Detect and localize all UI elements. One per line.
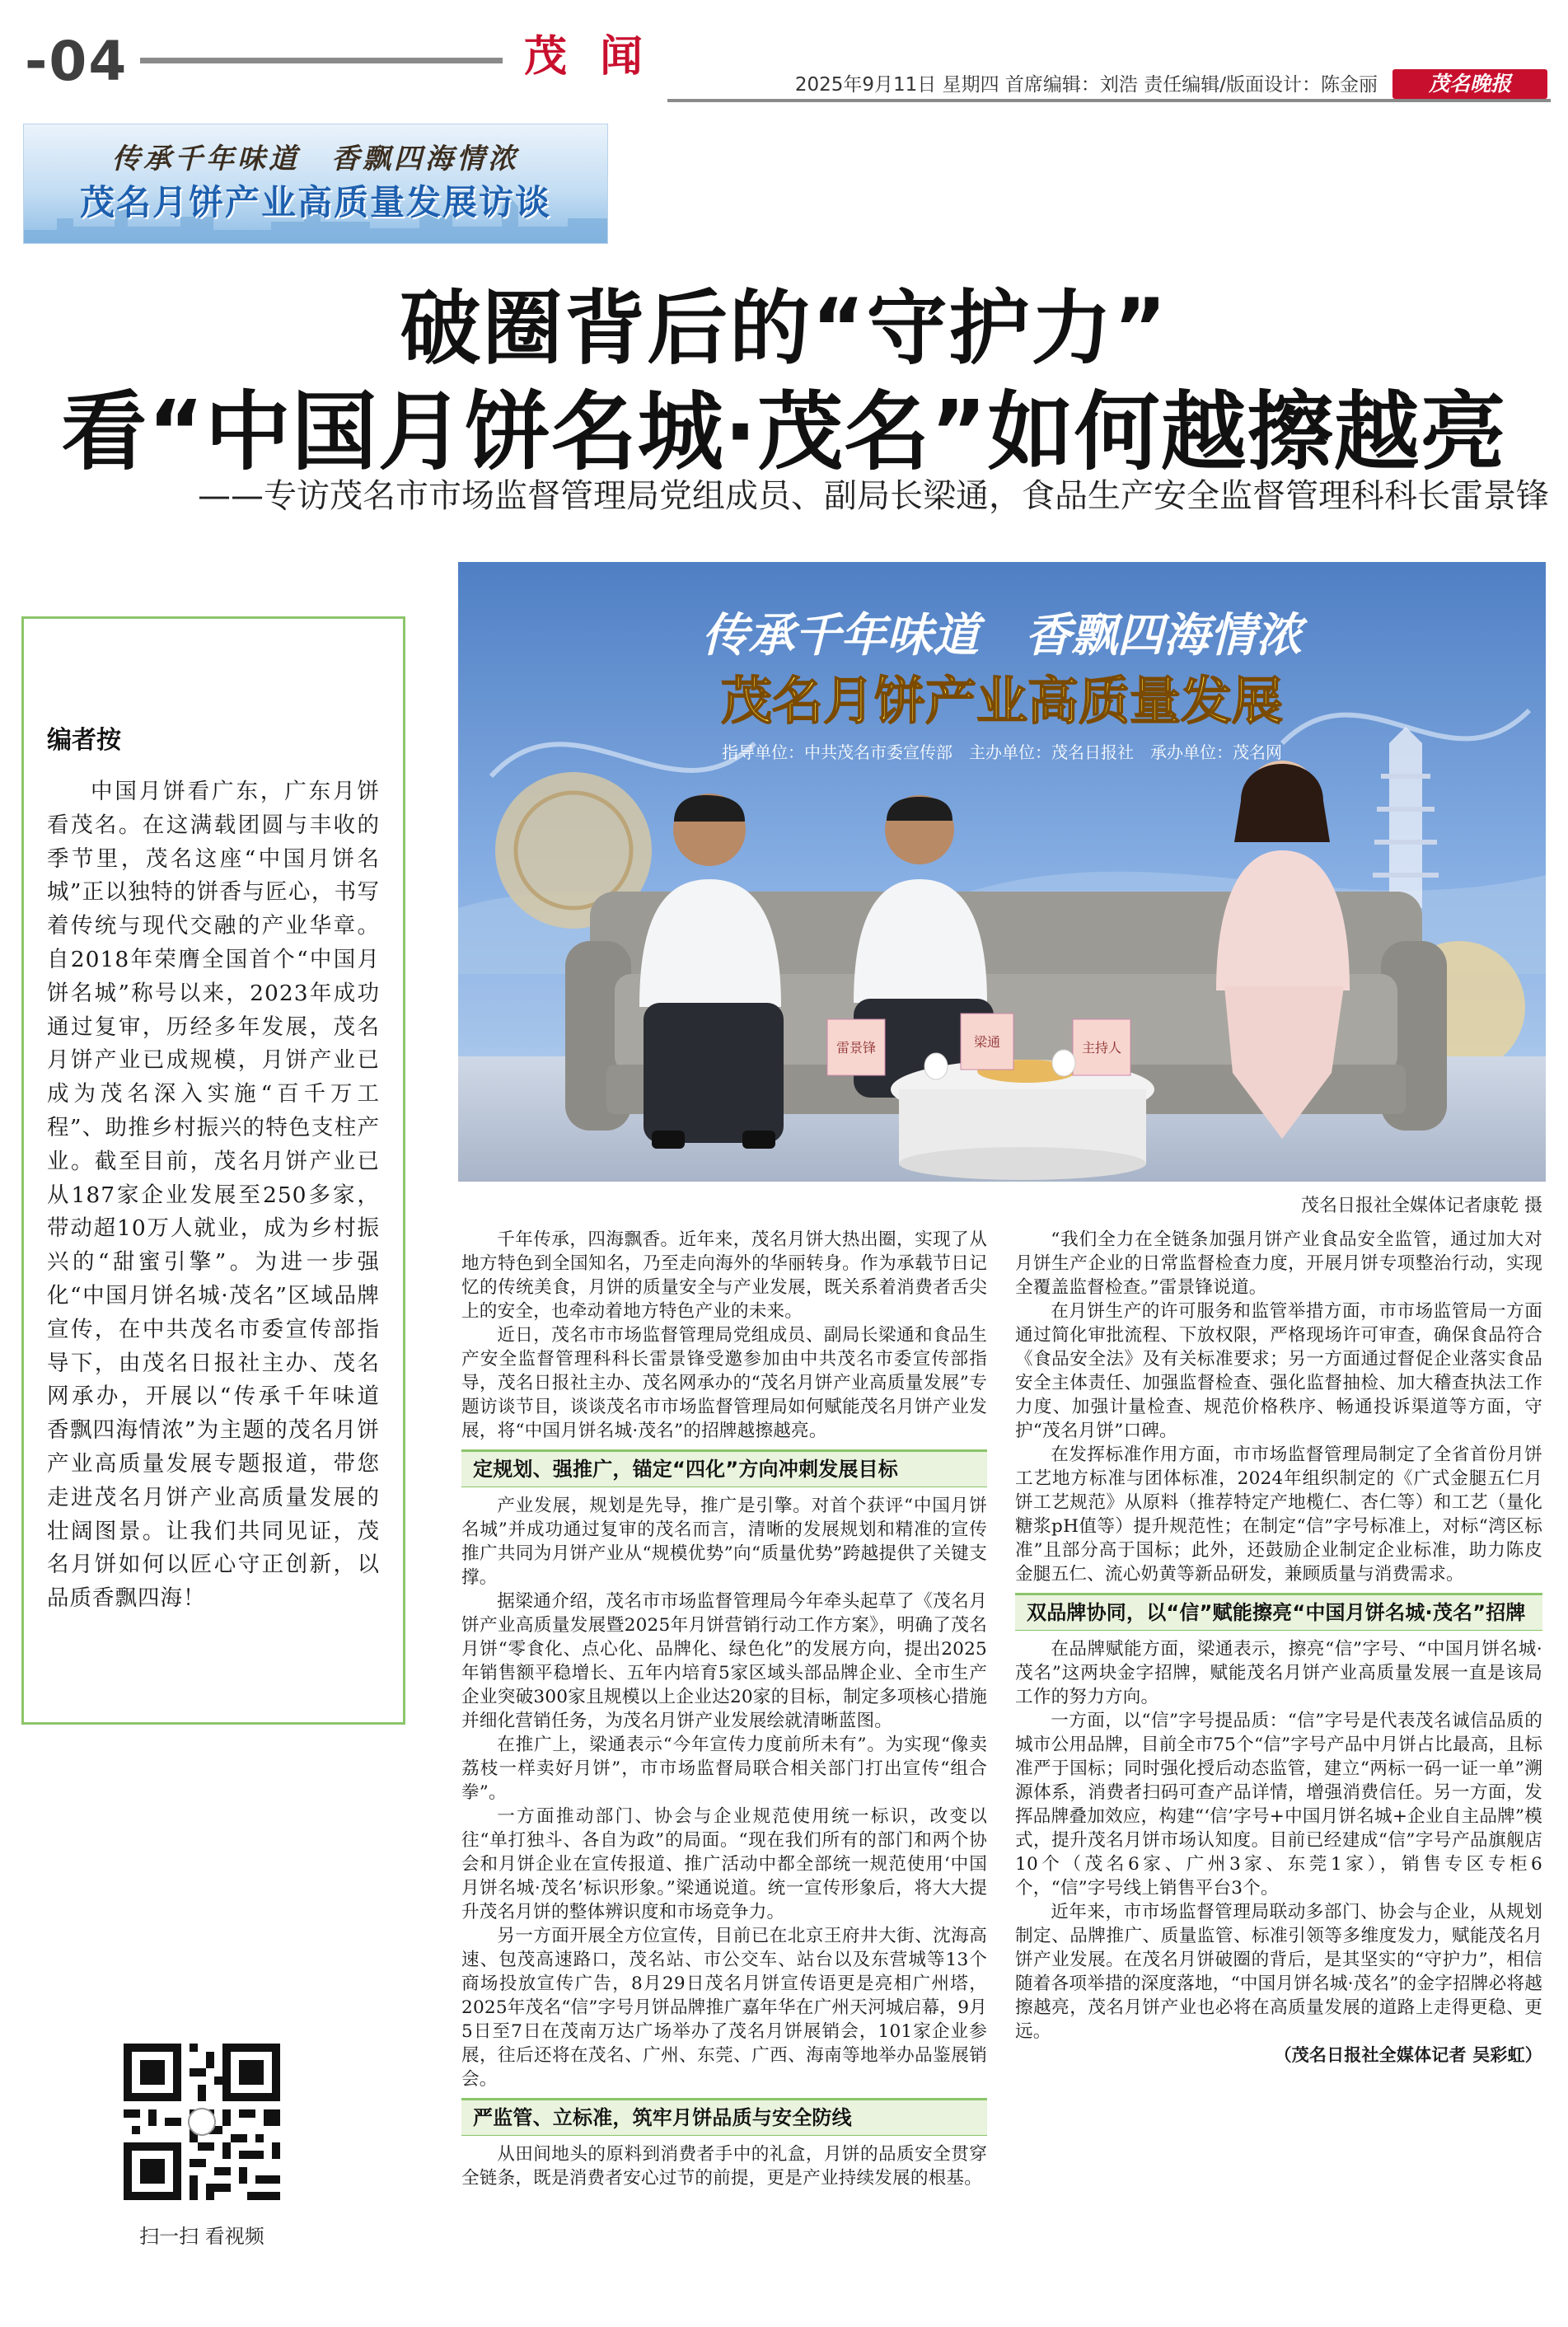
article-paragraph: 另一方面开展全方位宣传，目前已在北京王府井大街、沈海高速、包茂高速路口，茂名站、市公交车、站台以及东营城等13个商场投放宣传广告，8月29日茂名月饼宣传语更是亮相广州塔，2025年茂名“信”字号月饼品牌推广嘉年华在广州天河城启幕，9月5日至7日在茂南万达广场举办了茂名月饼展销会，101家企业参展，往后还将在茂名、广州、东莞、广西、海南等地举办品鉴展销会。 [461,1926,987,2090]
header-rule-right [667,99,1551,102]
article-paragraph: 产业发展，规划是先导，推广是引擎。对首个获评“中国月饼名城”并成功通过复审的茂名而言，清晰的发展规划和精准的宣传推广共同为月饼产业从“规模优势”向“质量优势”跨越提供了关键支撑。 [461,1496,987,1588]
dateline: 2025年9月11日 星期四 首席编辑：刘浩 责任编辑/版面设计：陈金丽 [794,74,1378,96]
article-paragraph: 一方面，以“信”字号提品质：“信”字号是代表茂名诚信品质的城市公用品牌，目前全市75个“信”字号产品中月饼占比最高，且标准严于国标；同时强化授后动态监管，建立“两标一码一证一单”溯源体系，消费者扫码可查产品详情，增强消费信任。另一方面，发挥品牌叠加效应，构建“‘信’字号+中国月饼名城+企业自主品牌”模式，提升茂名月饼市场认知度。目前已经建成“信”字号产品旗舰店10个（茂名6家、广州3家、东莞1家），销售专区专柜6个，“信”字号线上销售平台3个。 [1015,1711,1542,1899]
article-paragraph: 一方面推动部门、协会与企业规范使用统一标识，改变以往“单打独斗、各自为政”的局面。“现在我们所有的部门和两个协会和月饼企业在宣传报道、推广活动中都全部统一规范使用‘中国月饼名城·茂名’标识形象。”梁通说道。统一宣传形象后，将大大提升茂名月饼的整体辨识度和市场竞争力。 [461,1806,987,1922]
name-card-mid: 梁通 [973,1034,1001,1050]
name-card-left: 雷景锋 [835,1040,877,1056]
masthead-logo: 茂名晚报 [1392,69,1547,99]
name-card-right: 主持人 [1081,1040,1122,1056]
section-subtitle-1: 定规划、强推广，锚定“四化”方向冲刺发展目标 [461,1449,987,1487]
editor-note-box [21,616,405,1725]
photo-credit: 茂名日报社全媒体记者康乾 摄 [1301,1196,1542,1216]
section-label [517,23,649,81]
section-subtitle-2: 严监管、立标准，筑牢月饼品质与安全防线 [461,2098,987,2136]
headline-line-2: 看“中国月饼名城·茂名”如何越擦越亮 [61,382,1507,482]
article-column-2 [1015,1228,1542,2067]
banner-line-1: 传承千年味道 香飘四海情浓 [112,143,519,176]
subheadline: ——专访茂名市市场监督管理局党组成员、副局长梁通，食品生产安全监督管理科科长雷景锋 [198,477,1549,515]
article-paragraph: 在品牌赋能方面，梁通表示，擦亮“信”字号、“中国月饼名城·茂名”这两块金字招牌，赋能茂名月饼产业高质量发展一直是该局工作的努力方向。 [1015,1639,1542,1707]
article-paragraph: 在发挥标准作用方面，市市场监督管理局制定了全省首份月饼工艺地方标准与团体标准，2024年组织制定的《广式金腿五仁月饼工艺规范》从原料（推荐特定产地榄仁、杏仁等）和工艺（量化糖浆pH值等）提升规范性；在制定“信”字号标准上，对标“湾区标准”且部分高于国标；此外，还鼓励企业制定企业标准，助力陈皮金腿五仁、流心奶黄等新品研发，兼顾质量与消费需求。 [1015,1444,1542,1585]
section-char-1: 茂 [524,31,568,82]
article-paragraph: 近日，茂名市市场监督管理局党组成员、副局长梁通和食品生产安全监督管理科科长雷景锋受邀参加由中共茂名市委宣传部指导，茂名日报社主办、茂名网承办的“茂名月饼产业高质量发展”专题访谈节目，谈谈茂名市市场监督管理局如何赋能茂名月饼产业发展，将“中国月饼名城·茂名”的招牌越擦越亮。 [461,1325,987,1441]
section-subtitle-3: 双品牌协同，以“信”赋能擦亮“中国月饼名城·茂名”招牌 [1015,1593,1542,1631]
article-paragraph: 在推广上，梁通表示“今年宣传力度前所未有”。为实现“像卖荔枝一样卖好月饼”，市市场监督局联合相关部门打出宣传“组合拳”。 [461,1735,987,1803]
article-column-1 [461,1228,987,2190]
backdrop-line-1: 传承千年味道 香飘四海情浓 [702,608,1302,663]
section-char-2: 闻 [599,31,643,82]
article-paragraph: 据梁通介绍，茂名市市场监督管理局今年牵头起草了《茂名月饼产业高质量发展暨2025年月饼营销行动工作方案》，明确了茂名月饼“零食化、点心化、品牌化、绿色化”的发展方向，提出2025年销售额平稳增长、五年内培育5家区域头部品牌企业、全市生产企业突破300家且规模以上企业达20家的目标，制定多项核心措施并细化营销任务，为茂名月饼产业发展绘就清晰蓝图。 [461,1591,987,1731]
article-paragraph: 在月饼生产的许可服务和监管举措方面，市市场监管局一方面通过简化审批流程、下放权限，严格现场许可审查，确保食品符合《食品安全法》及有关标准要求；另一方面通过督促企业落实食品安全主体责任、加强监督检查、强化监督抽检、加大稽查执法工作力度、加强计量检查、规范价格秩序、畅通投诉渠道等方面，守护“茂名月饼”口碑。 [1015,1301,1542,1441]
article-paragraph: 千年传承，四海飘香。近年来，茂名月饼大热出圈，实现了从地方特色到全国知名，乃至走向海外的华丽转身。作为承载节日记忆的传统美食，月饼的质量安全与产业发展，既关系着消费者舌尖上的安全，也牵动着地方特色产业的未来。 [461,1229,987,1322]
backdrop-line-2: 茂名月饼产业高质量发展 [720,671,1284,731]
headline-line-1: 破圈背后的“守护力” [400,282,1168,376]
editor-note-title: 编者按 [47,726,121,755]
qr-code-icon[interactable] [124,2044,280,2200]
series-banner [23,124,608,244]
header-rule-left [140,58,503,63]
page-number: -04 [25,30,129,93]
qr-caption: 扫一扫 看视频 [139,2225,264,2248]
banner-line-2: 茂名月饼产业高质量发展访谈 [79,182,551,222]
article-byline: （茂名日报社全媒体记者 吴彩虹） [1274,2045,1542,2065]
editor-note-body: 中国月饼看广东，广东月饼看茂名。在这满载团圆与丰收的季节里，茂名这座“中国月饼名城”正以独特的饼香与匠心，书写着传统与现代交融的产业华章。自2018年荣膺全国首个“中国月饼名城”称号以来，2023年成功通过复审，历经多年发展，茂名月饼产业已成规模，月饼产业已成为茂名深入实施“百千万工程”、助推乡村振兴的特色支柱产业。截至目前，茂名月饼产业已从187家企业发展至250多家，带动超10万人就业，成为乡村振兴的“甜蜜引擎”。为进一步强化“中国月饼名城·茂名”区域品牌宣传，在中共茂名市委宣传部指导下，由茂名日报社主办、茂名网承办，开展以“传承千年味道 香飘四海情浓”为主题的茂名月饼产业高质量发展专题报道，带您走进茂名月饼产业高质量发展的壮阔图景。让我们共同见证，茂名月饼如何以匠心守正创新，以品质香飘四海！ [47,779,403,1612]
interview-photo [458,562,1546,1182]
article-paragraph: “我们全力在全链条加强月饼产业食品安全监管，通过加大对月饼生产企业的日常监督检查力度，开展月饼专项整治行动，实现全覆盖监督检查。”雷景锋说道。 [1015,1229,1542,1298]
article-paragraph: 从田间地头的原料到消费者手中的礼盒，月饼的品质安全贯穿全链条，既是消费者安心过节的前提，更是产业持续发展的根基。 [461,2144,987,2189]
backdrop-units: 指导单位：中共茂名市委宣传部 主办单位：茂名日报社 承办单位：茂名网 [722,742,1282,762]
article-paragraph: 近年来，市市场监督管理局联动多部门、协会与企业，从规划制定、品牌推广、质量监管、标准引领等多维度发力，赋能茂名月饼产业发展。在茂名月饼破圈的背后，是其坚实的“守护力”，相信随着各项举措的深度落地，“中国月饼名城·茂名”的金字招牌必将越擦越亮，茂名月饼产业也必将在高质量发展的道路上走得更稳、更远。 [1015,1902,1542,2042]
